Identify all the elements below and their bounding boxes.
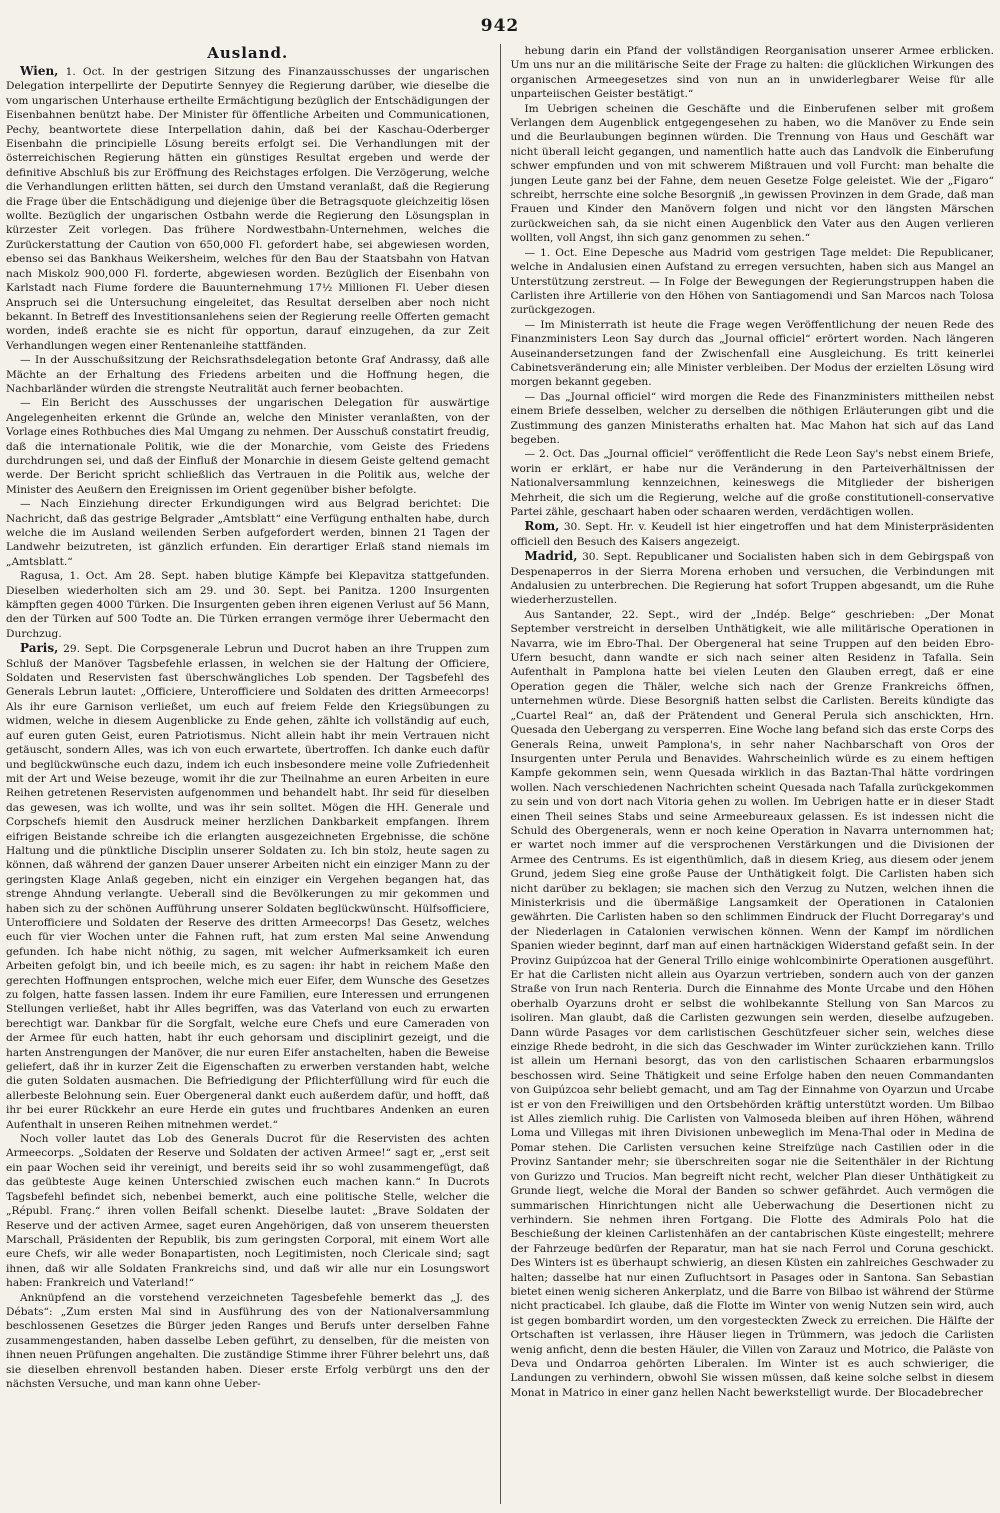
right-column xyxy=(510,44,994,1504)
article-paragraph xyxy=(6,641,490,1132)
paragraph-text: — Im Ministerrath ist heute die Frage wegen Veröffentlichung der neuen Rede des Finanzministers Leon Say durch das „Journal officiel“ erörtert worden. Nach längeren Auseinandersetzungen fand der Zwischenfall eine Ausgleichung. Es tritt keinerlei Cabinetsveränderung ein; alle Minister verbleiben. Der Modus der erzielten Lösung wird morgen bekannt gegeben. xyxy=(510,318,994,389)
paragraph-text: — Das „Journal officiel“ wird morgen die Rede des Finanzministers mittheilen nebst einem Briefe desselben, welcher zu derselben die nöthigen Erläuterungen gibt und die Zustimmung des ganzen Ministeraths erhalten hat. Mac Mahon hat sich auf das Land begeben. xyxy=(510,390,994,446)
article-paragraph xyxy=(6,353,490,396)
dateline-place: Madrid, xyxy=(524,549,578,564)
article-paragraph xyxy=(510,390,994,448)
paragraph-text: Ragusa, 1. Oct. Am 28. Sept. haben blutige Kämpfe bei Klepavitza stattgefunden. Dieselben wiederholten sich am 29. und 30. Sept. bei Panitza. 1200 Insurgenten kämpften gegen 4000 Türken. Die Insurgenten geben ihren eigenen Verlust auf 56 Mann, den der Türken auf 500 Todte an. Die Türken errangen vermöge ihrer Uebermacht den Durchzug. xyxy=(6,570,490,640)
article-paragraph xyxy=(510,246,994,318)
paragraph-text: Noch voller lautet das Lob des Generals Ducrot für die Reservisten des achten Armeecorps. „Soldaten der Reserve und Soldaten der activen Armee!“ sagt er, „erst seit ein paar Wochen seid ihr vereinigt, und bereits seid ihr so wohl zusammengefügt, daß das geübteste Auge keinen Unterschied zwischen euch machen kann.“ In Ducrots Tagsbefehl befindet sich, nebenbei bemerkt, auch eine politische Stelle, welcher die „Républ. Franç.“ ihren vollen Beifall schenkt. Dieselbe lautet: „Brave Soldaten der Reserve und der activen Armee, saget euren Angehörigen, daß von unserem theuersten Marschall, Präsidenten der Republik, bis zum geringsten Corporal, mit einem Wort alle eure Chefs, wir alle weder Bonapartisten, noch Legitimisten, noch Clericale sind; sagt ihnen, daß wir alle Soldaten Frankreichs sind, und daß wir alle nur ein Losungswort haben: Frankreich und Vaterland!“ xyxy=(6,1133,490,1290)
article-paragraph xyxy=(6,64,490,353)
dateline-place: Paris, xyxy=(20,641,59,656)
article-paragraph xyxy=(510,318,994,390)
dateline-place: Wien, xyxy=(20,64,59,78)
paragraph-text: — 1. Oct. Eine Depesche aus Madrid vom gestrigen Tage meldet: Die Republicaner, welche in Andalusien einen Aufstand zu erregen versuchten, haben sich aus Mangel an Unterstützung zerstreut. — In Folge der Bewegungen der Regierungstruppen haben die Carlisten ihre Artillerie von den Höhen von Santiagomendi und San Marcos nach Tolosa zurückgezogen. xyxy=(510,246,994,317)
left-column-body xyxy=(6,64,490,1391)
paragraph-text: 1. Oct. In der gestrigen Sitzung des Finanzausschusses der ungarischen Delegation interpellirte der Deputirte Sennyey die Regierung darüber, wie dieselbe die vom ungarischen Unterhause ertheilte Ermächtigung bezüglich der Entschädigungen der Eisenbahnen benützt habe. Der Minister für öffentliche Arbeiten und Communicationen, Pechy, beantwortete diese Interpellation dahin, daß bei der Kaschau-Oderberger Eisenbahn die principielle Lösung bereits erfolgt sei. Die Verhandlungen mit der österreichischen Regierung hätten ein günstiges Resultat ergeben und werde der definitive Abschluß bis zur Eröffnung des Reichstages erfolgen. Die Verzögerung, welche die Verhandlungen erlitten hätten, sei durch den Umstand veranlaßt, daß die Regierung die Frage über die Entschädigung und diejenige über die Betragsquote gleichzeitig lösen wollte. Bezüglich der ungarischen Ostbahn werde die Regierung den Lösungsplan in kürzester Zeit vorlegen. Das frühere Nordwestbahn-Unternehmen, welches die Zurückerstattung der Caution von 650,000 Fl. gefordert habe, sei abgewiesen worden, ebenso sei das Bankhaus Weikersheim, welches für den Bau der Staatsbahn von Hatvan nach Miskolz 900,000 Fl. forderte, abgewiesen worden. Bezüglich der Eisenbahn von Karlstadt nach Fiume fordere die Bauunternehmung 17½ Millionen Fl. Ueber diesen Anspruch sei die Untersuchung eingeleitet, das Resultat derselben aber noch nicht bekannt. In Betreff des Investitionsanlehens seien der Regierung reelle Offerten gemacht worden, indeß erachte sie es nicht für opportun, darauf einzugehen, da zur Zeit Verhandlungen wegen einer Rentenanleihe stattfänden. xyxy=(6,66,490,352)
right-column-body xyxy=(510,44,994,1400)
article-paragraph xyxy=(6,1132,490,1290)
article-paragraph xyxy=(510,519,994,549)
article-paragraph xyxy=(510,549,994,608)
article-paragraph xyxy=(6,396,490,497)
article-paragraph xyxy=(510,102,994,246)
paragraph-text: Im Uebrigen scheinen die Geschäfte und die Einberufenen selber mit großem Verlangen dem Augenblick entgegengesehen zu haben, wo die Manöver zu Ende sein und die Beurlaubungen beginnen würden. Die Trennung von Haus und Geschäft war nicht überall leicht gegangen, und namentlich hatte auch das Landvolk die Einberufung schwer empfunden und von mit schwerem Mißtrauen und voll Furcht: man behalte die jungen Leute ganz bei der Fahne, dem neuen Gesetze Folge geleistet. Wie der „Figaro“ schreibt, herrschte eine solche Besorgniß „in gewissen Provinzen in dem Grade, daß man Frauen und Kinder den Manövern folgen und nicht vor den längsten Märschen zurückweichen sah, da sie nicht einen Augenblick den Vater aus den Augen verlieren wollten, voll Angst, ihn sich ganz genommen zu sehen.“ xyxy=(510,102,994,245)
section-title: Ausland. xyxy=(207,44,289,62)
column-divider xyxy=(500,44,501,1504)
paragraph-text: 30. Sept. Republicaner und Socialisten haben sich in dem Gebirgspaß von Despenaperros in der Sierra Morena erhoben und versuchen, die Verbindungen mit Andalusien zu unterbrechen. Die Regierung hat sofort Truppen abgesandt, um die Ruhe wiederherzustellen. xyxy=(510,551,994,607)
article-paragraph xyxy=(510,608,994,1400)
paragraph-text: — In der Ausschußsitzung der Reichsrathsdelegation betonte Graf Andrassy, daß alle Mächte an der Erhaltung des Friedens arbeiten und die Hoffnung hegen, die Nachbarländer würden die strengste Neutralität auch ferner beobachten. xyxy=(6,354,490,395)
paragraph-text: — Ein Bericht des Ausschusses der ungarischen Delegation für auswärtige Angelegenheiten erkennt die Gründe an, welche den Minister veranlaßten, von der Vorlage eines Rothbuches dies Mal Umgang zu nehmen. Der Ausschuß constatirt freudig, daß die internationale Politik, wie die der Monarchie, vom Geiste des Friedens durchdrungen sei, und daß der Einfluß der Monarchie in diesem Geiste geltend gemacht werde. Der Bericht spricht schließlich das Vertrauen in die Politik aus, welche der Minister des Aeußern den Ereignissen im Orient gegenüber bisher befolgte. xyxy=(6,397,490,496)
page-number: 942 xyxy=(480,16,520,36)
columns xyxy=(6,44,994,1504)
left-column xyxy=(6,44,490,1504)
article-paragraph xyxy=(510,447,994,519)
paragraph-text: 29. Sept. Die Corpsgenerale Lebrun und Ducrot haben an ihre Truppen zum Schluß der Manöver Tagsbefehle erlassen, in welchen sie der Haltung der Officiere, Soldaten und Reservisten fast überschwängliches Lob spenden. Der Tagsbefehl des Generals Lebrun lautet: „Officiere, Unterofficiere und Soldaten des dritten Armeecorps! Als ihr eure Garnison verließet, um euch auf freiem Felde den Kriegsübungen zu widmen, welche in diesem Augenblicke zu Ende gehen, zählte ich vollständig auf euch, auf euren guten Geist, euren Patriotismus. Nicht allein habt ihr mein Vertrauen nicht getäuscht, sondern Alles, was ich von euch erwartete, übertroffen. Ich danke euch dafür und beglückwünsche euch dazu, indem ich euch insbesondere meine volle Zufriedenheit mit der Art und Weise bezeuge, womit ihr die zur Theilnahme an euren Arbeiten in eure Reihen getretenen Reservisten aufgenommen und behandelt habt. Ihr seid für dieselben das gewesen, was ich wollte, und was ihr sein solltet. Mögen die HH. Generale und Corpschefs hiemit den Ausdruck meiner herzlichen Dankbarkeit empfangen. Ihrem eifrigen Beistande schreibe ich die erlangten ausgezeichneten Ergebnisse, die schöne Haltung und die pünktliche Disciplin unserer Soldaten zu. Ich bin stolz, heute sagen zu können, daß während der ganzen Dauer unserer Arbeiten nicht ein einziger Mann zu der geringsten Klage Anlaß gegeben, nicht ein einziger ein Vergehen begangen hat, das strenge Ahndung verlangte. Ueberall sind die Bevölkerungen zu mir gekommen und haben sich zu der schönen Aufführung unserer Soldaten beglückwünscht. Hülfsofficiere, Unterofficiere und Soldaten der Reserve des dritten Armeecorps! Das Gesetz, welches euch für vier Wochen unter die Fahnen ruft, hat zum ersten Mal seine Anwendung gefunden. Ich habe nicht nöthig, zu sagen, mit welcher Aufmerksamkeit ich euren Arbeiten gefolgt bin, und ich beeile mich, es zu sagen: ihr habt in reichem Maße den gerechten Hoffnungen entsprochen, welche mich euer Eifer, dem Wunsche des Gesetzes zu folgen, hatte fassen lassen. Indem ihr eure Familien, eure Interessen und errungenen Stellungen verließet, habt ihr Alles begriffen, was das Vaterland von euch zu erwarten berechtigt war. Dankbar für die Sorgfalt, welche eure Chefs und eure Cameraden von der Armee für euch hatten, habt ihr euch gehorsam und disciplinirt gezeigt, und die harten Anstrengungen der Manöver, die nur euren Eifer anstachelten, haben die Beweise geliefert, daß ihr in kurzer Zeit die Eigenschaften zu erwerben verstanden habt, welche die guten Soldaten ausmachen. Die Befriedigung der Pflichterfüllung wird für euch die allerbeste Belohnung sein. Euer Obergeneral dankt euch außerdem dafür, und hofft, daß ihr bei eurer Rückkehr an eure Herde ein gutes und fruchtbares Andenken an euren Aufenthalt in unseren Reihen mitnehmen werdet.“ xyxy=(6,643,490,1131)
article-paragraph xyxy=(6,497,490,569)
article-paragraph xyxy=(6,569,490,641)
paragraph-text: Aus Santander, 22. Sept., wird der „Indép. Belge“ geschrieben: „Der Monat September verstreicht in derselben Unthätigkeit, wie alle militärische Operationen in Navarra, wie im Ebro-Thal. Der Obergeneral hat seine Truppen auf den beiden Ebro-Ufern besucht, dann wandte er sich nach seiner alten Residenz in Tafalla. Sein Aufenthalt in Pamplona hatte bei vielen Leuten den Glauben erregt, daß er eine Operation gegen die Thäler, welche sich nach der Grenze Frankreichs öffnen, unternehmen würde. Diese Besorgniß hatten selbst die Carlisten. Bereits kündigte das „Cuartel Real“ an, daß der Prätendent und General Perula sich anschickten, Hrn. Quesada den Uebergang zu versperren. Eine Woche lang befand sich das erste Corps des Generals Reina, unweit Pamplona's, in sehr naher Nachbarschaft von Oros der Insurgenten unter Perula und Benavides. Wahrscheinlich würde es zu einem heftigen Kampfe gekommen sein, wenn Quesada wirklich in das Baztan-Thal hätte vordringen wollen. Nach verschiedenen Nachrichten scheint Quesada nach Tafalla zurückgekommen zu sein und von dort nach Vitoria gehen zu wollen. Im Uebrigen hatte er in dieser Stadt einen Theil seines Stabs und seine Armeebureaux gelassen. Es ist indessen nicht die Schuld des Obergenerals, wenn er noch keine Operation in Navarra unternommen hat; er wartet noch immer auf die versprochenen Verstärkungen und die Divisionen der Armee des Centrums. Es ist eigenthümlich, daß in diesem Krieg, aus diesem oder jenem Grund, jedem Sieg eine große Pause der Unthätigkeit folgt. Die Carlisten haben sich nicht darüber zu beklagen; sie machen sich den Verzug zu Nutzen, welchen ihnen die Ministerkrisis und die übermäßige Langsamkeit der Operationen in Catalonien gewährten. Die Carlisten haben so den schlimmen Eindruck der Flucht Dorregaray's und der Niederlagen in Catalonien verwischen können. Wenn der Kampf im nördlichen Spanien wieder beginnt, darf man auf einen hartnäckigen Widerstand gefaßt sein. In der Provinz Guipúzcoa hat der General Trillo einige wohlcombinirte Operationen ausgeführt. Er hat die Carlisten nicht allein aus Oyarzun vertrieben, sondern auch von der ganzen Straße von Irun nach Renteria. Durch die Einnahme des Monte Urcabe und den Höhen oberhalb Oyarzuns droht er selbst die wohlbekannte Stellung von San Marcos zu isoliren. Man glaubt, daß die Carlisten gezwungen sein werden, dieselbe aufzugeben. Dann würde Pasages vor dem carlistischen Geschützfeuer sicher sein, welches diese einzige Rhede bedroht, in die sich das Geschwader im Winter zurückziehen kann. Trillo ist allein um Hernani besorgt, das von den carlistischen Schaaren erbarmungslos beschossen wird. Seine Thätigkeit und seine Erfolge haben den neuen Commandanten von Guipúzcoa sehr beliebt gemacht, und am Tag der Einnahme von Oyarzun und Urcabe ist er von den Freiwilligen und den Ortsbehörden kräftig unterstützt worden. Um Bilbao ist Alles ziemlich ruhig. Die Carlisten von Valmoseda bleiben auf ihren Höhen, während Loma und Villegas mit ihren Divisionen unbeweglich im Mena-Thal oder in Medina de Pomar stehen. Die Carlisten versuchen keine Streifzüge nach Castilien oder in die Provinz Santander mehr; sie überschreiten sogar nie die Seitenthäler in der Richtung von Gurizzo und Trucios. Man begreift nicht recht, welcher Plan dieser Unthätigkeit zu Grunde liegt, welche die Moral der Banden so schwer gefährdet. Auch vermögen die summarischen Hinrichtungen nicht alle Ueberwachung die Desertionen nicht zu verhindern. Sie nehmen ihren Fortgang. Die Flotte des Admirals Polo hat die Beschießung der kleinen Carlistenhäfen an der cantabrischen Küste eingestellt; mehrere der Fahrzeuge bedürfen der Reparatur, man hat sie nach Ferrol und Coruna geschickt. Des Winters ist es überhaupt schwierig, an diesen Küsten ein zahlreiches Geschwader zu halten; dasselbe hat nur einen Zufluchtsort in Pasages oder in Santona. San Sebastian bietet einen wenig sicheren Ankerplatz, und die Barre von Bilbao ist während der Stürme nicht practicabel. Ich glaube, daß die Flotte im Winter von wenig Nutzen sein wird, auch ist gegen bombardirt worden, um den vorgesteckten Zweck zu erreichen. Die Hälfte der Ortschaften ist verlassen, ihre Häuser liegen in Trümmern, was jedoch die Carlisten wenig anficht, denn die besten Häuler, die Villen von Zarauz und Motrico, die Paläste von Deva und Ondarroa gehörten Liberalen. Im Winter ist es auch schwieriger, die Landungen zu verhindern, obwohl Sie wissen müssen, daß keine solche selbst in diesem Monat in Matrico in einer ganz hellen Nacht bewerkstelligt wurde. Der Blocadebrecher xyxy=(510,608,994,1399)
paragraph-text: — 2. Oct. Das „Journal officiel“ veröffentlicht die Rede Leon Say's nebst einem Briefe, worin er erklärt, er habe nur die Veränderung in den Parteiverhältnissen der Nationalversammlung kennzeichnen, keineswegs die Mitglieder der bisherigen Mehrheit, die sich um die Regierung, welche auf die große constitutionell-conservative Partei zähle, geschaart haben oder schaaren werden, verdächtigen wollen. xyxy=(510,448,994,518)
article-paragraph xyxy=(510,44,994,102)
paragraph-text: 30. Sept. Hr. v. Keudell ist hier eingetroffen und hat dem Ministerpräsidenten officiell den Besuch des Kaisers angezeigt. xyxy=(510,521,994,548)
article-paragraph xyxy=(6,1291,490,1392)
paragraph-text: hebung darin ein Pfand der vollständigen Reorganisation unserer Armee erblicken. Um uns nur an die militärische Seite der Frage zu halten: die glücklichen Wirkungen des organischen Armeegesetzes sind von nun an in unwiderlegbarer Weise für alle unparteiischen Geister bestätigt.“ xyxy=(510,45,994,101)
paragraph-text: Anknüpfend an die vorstehend verzeichneten Tagesbefehle bemerkt das „J. des Débats“: „Zum ersten Mal sind in Ausführung des von der Nationalversammlung beschlossenen Gesetzes die Bürger jeden Ranges und Berufs unter derselben Fahne zusammengestanden, haben dasselbe Leben geführt, zu denselben, für die meisten von ihnen neuen Prüfungen angehalten. Die zuständige Stimme ihrer Führer belehrt uns, daß sie dieselben ehrenvoll bestanden haben. Dieser erste Erfolg verbürgt uns den der nächsten Versuche, und man kann ohne Ueber- xyxy=(6,1291,490,1390)
dateline-place: Rom, xyxy=(524,519,560,534)
paragraph-text: — Nach Einziehung directer Erkundigungen wird aus Belgrad berichtet: Die Nachricht, daß das gestrige Belgrader „Amtsblatt“ eine Verfügung enthalten habe, durch welche die im Ausland weilenden Serben aufgefordert werden, binnen 21 Tagen der Landwehr beizutreten, ist gänzlich erfunden. Ein derartiger Erlaß stand niemals im „Amtsblatt.“ xyxy=(6,498,490,568)
